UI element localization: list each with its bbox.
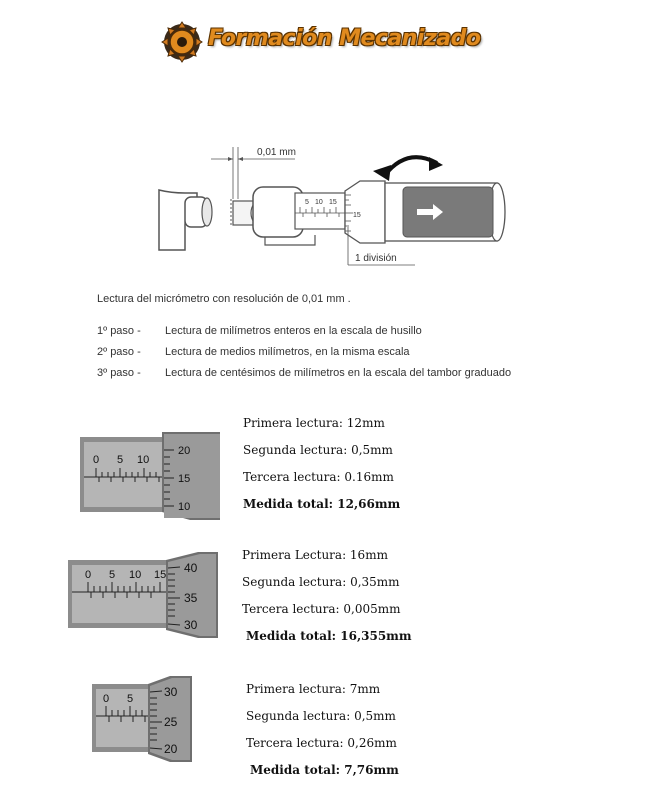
sleeve-number: 15	[154, 569, 167, 581]
thimble-number: 40	[184, 561, 198, 575]
step-row	[97, 320, 511, 341]
step-number: 2º paso -	[97, 345, 141, 358]
reading-line: Primera lectura: 7mm	[246, 682, 381, 696]
micrometer-diagram	[145, 135, 545, 285]
micrometer-reading-2	[68, 552, 228, 638]
reading-text-1	[243, 414, 400, 522]
thimble-number: 35	[184, 591, 198, 605]
sleeve-number: 5	[127, 693, 134, 705]
thimble-number: 10	[178, 501, 191, 513]
scale-number: 5	[305, 199, 309, 206]
micrometer-reading-3	[92, 676, 202, 762]
sleeve-number: 10	[129, 569, 142, 581]
step-number: 1º paso -	[97, 324, 141, 337]
reading-line: Tercera lectura: 0,26mm	[246, 736, 397, 750]
sleeve-number: 5	[109, 569, 116, 581]
reading-text-2	[242, 546, 412, 654]
reading-line: Tercera lectura: 0,005mm	[242, 602, 401, 616]
intro-text: Lectura del micrómetro con resolución de 0,01 mm .	[97, 293, 351, 305]
sleeve-number: 10	[137, 454, 150, 466]
thimble-number: 30	[164, 685, 178, 699]
thimble-number: 20	[178, 445, 191, 457]
micrometer-reading-1	[80, 432, 230, 520]
scale-number: 10	[315, 199, 323, 206]
step-description: Lectura de medios milímetros, en la misma escala	[165, 345, 410, 358]
step-number: 3º paso -	[97, 366, 141, 379]
brand-title: Formación Mecanizado	[208, 26, 481, 51]
reading-line: Tercera lectura: 0.16mm	[243, 470, 394, 484]
reading-total: Medida total: 7,76mm	[250, 763, 399, 777]
sleeve-number: 0	[103, 693, 110, 705]
reading-total: Medida total: 12,66mm	[243, 497, 401, 511]
reading-line: Segunda lectura: 0,5mm	[246, 709, 396, 723]
reading-line: Primera lectura: 12mm	[243, 416, 385, 430]
reading-total: Medida total: 16,355mm	[246, 629, 412, 643]
reading-line: Primera Lectura: 16mm	[242, 548, 388, 562]
header	[0, 0, 663, 80]
steps-list	[97, 320, 511, 383]
division-label: 1 división	[355, 253, 397, 264]
thimble-number: 15	[178, 473, 191, 485]
sleeve-number: 0	[93, 454, 100, 466]
thimble-number: 25	[164, 715, 178, 729]
step-description: Lectura de centésimos de milímetros en la escala del tambor graduado	[165, 366, 512, 379]
scale-number: 15	[329, 199, 337, 206]
resolution-label: 0,01 mm	[257, 147, 296, 158]
thimble-number: 20	[164, 742, 178, 756]
step-description: Lectura de milímetros enteros en la escala de husillo	[165, 324, 422, 337]
step-row	[97, 341, 511, 362]
reading-line: Segunda lectura: 0,5mm	[243, 443, 393, 457]
gear-cutter-icon	[160, 20, 204, 64]
step-row	[97, 362, 511, 383]
reading-text-3	[246, 680, 399, 788]
thimble-number: 30	[184, 618, 198, 632]
sleeve-number: 5	[117, 454, 124, 466]
sleeve-number: 0	[85, 569, 92, 581]
curved-arrow-icon	[373, 157, 443, 181]
thimble-number: 15	[353, 212, 361, 219]
reading-line: Segunda lectura: 0,35mm	[242, 575, 400, 589]
